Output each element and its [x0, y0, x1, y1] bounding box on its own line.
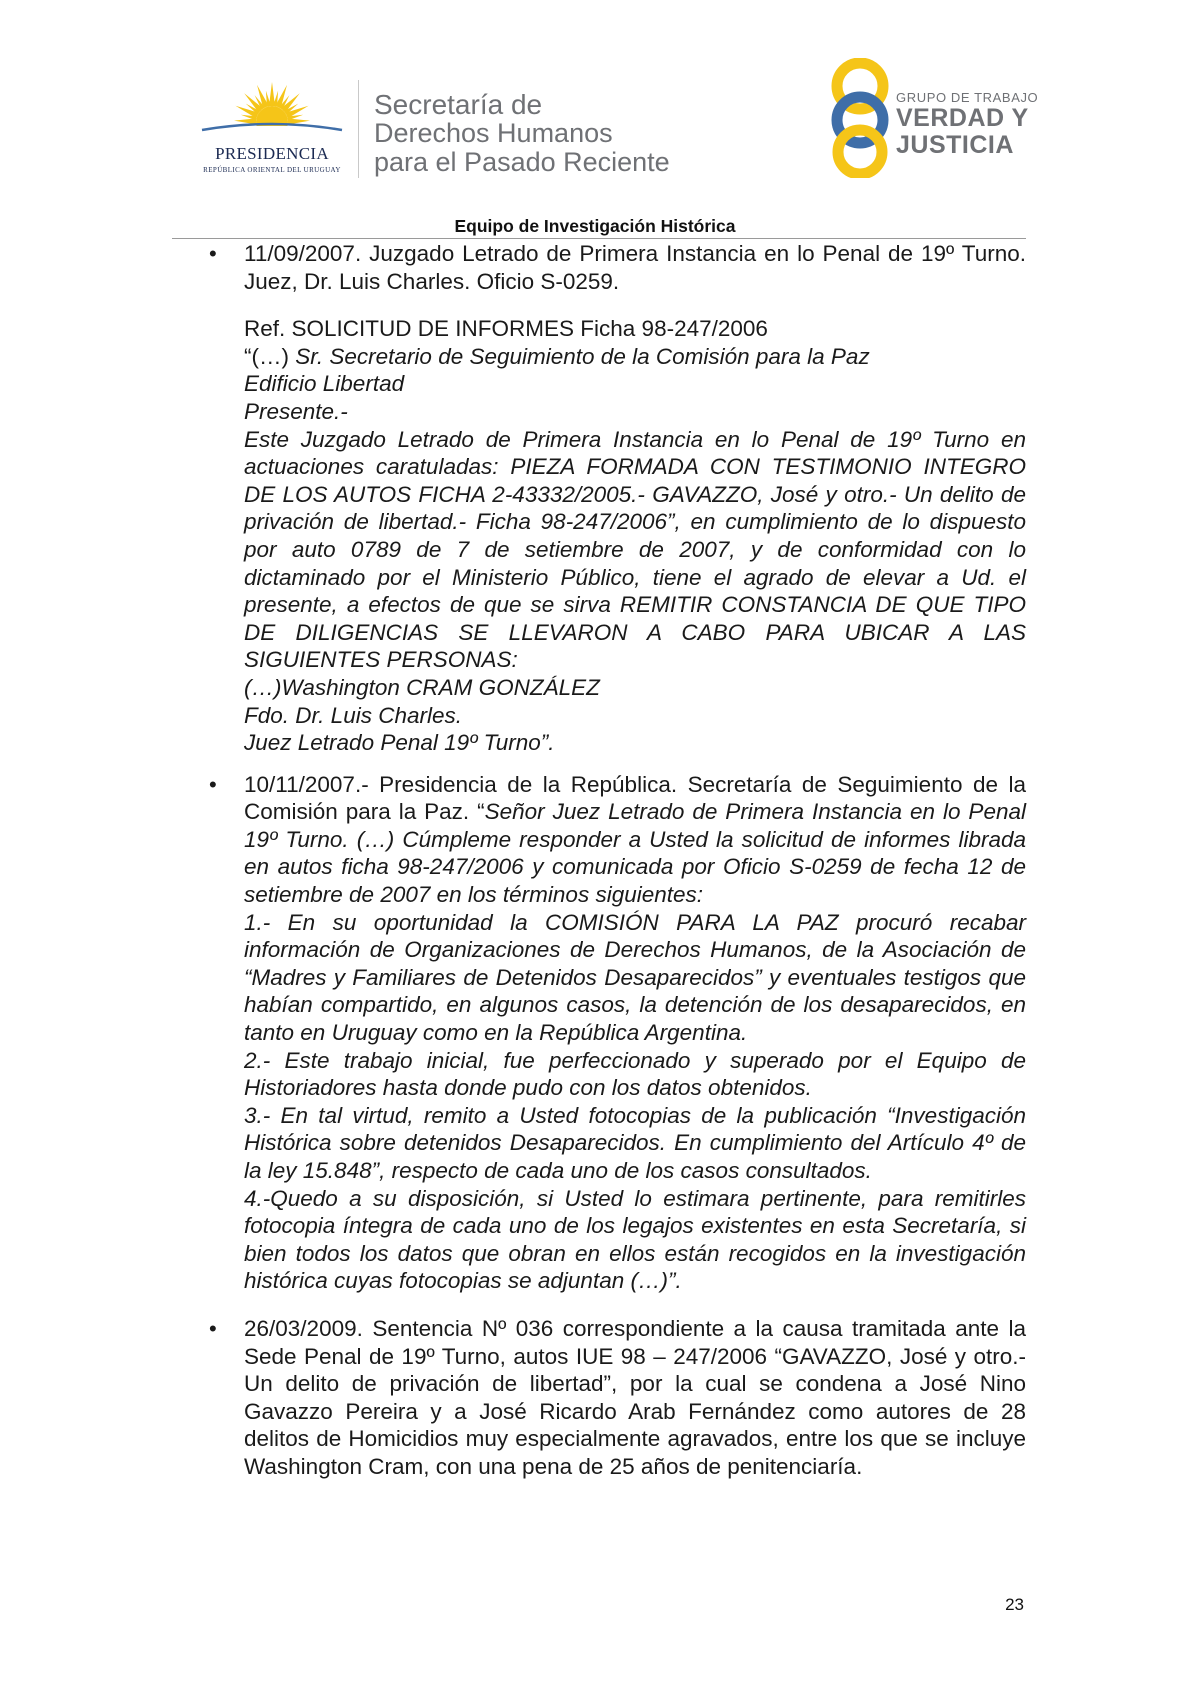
page-number: 23 [1005, 1595, 1024, 1614]
spacer [206, 757, 1026, 771]
list-item [206, 1315, 1026, 1481]
item-intro: 11/09/2007. Juzgado Letrado de Primera Instancia en lo Penal de 19º Turno. Juez, Dr. Luis Charles. Oficio S-0259. [244, 241, 1026, 294]
quote-signer-title: Juez Letrado Penal 19º Turno”. [244, 730, 555, 756]
quote-building: Edificio Libertad [244, 371, 405, 397]
quote-point-1: 1.- En su oportunidad la COMISIÓN PARA LA PAZ procuró recabar información de Organizaciones de Derechos Humanos, de la Asociación de “Madres y Familiares de Detenidos Desaparecidos” y eventuales testigos que habían compartido, en algunos casos, la detención de los desaparecidos, en tanto en Uruguay como en la República Argentina. [244, 909, 1026, 1046]
gtvj-line-1: VERDAD Y [896, 104, 1029, 132]
item-intro-text: 10/11/2007.- Presidencia de la República. Secretaría de Seguimiento de la Comisión para la Paz. “ [244, 771, 1026, 825]
secretaria-line-1: Secretaría de [374, 89, 543, 120]
quote-presente: Presente.- [244, 398, 348, 424]
republica-wordmark: REPÚBLICA ORIENTAL DEL URUGUAY [203, 166, 341, 174]
logo-divider [358, 80, 359, 178]
verdad-justicia-rings-icon [820, 58, 900, 178]
quote-point-4: 4.-Quedo a su disposición, si Usted lo estimara pertinente, para remitirles fotocopia íntegra de cada uno de los legajos existentes en esta Secretaría, si bien todos los datos que obran en ellos están recogidos en la investigación histórica cuyas fotocopias se adjuntan (…)”. [244, 1185, 1026, 1294]
spacer [206, 1295, 1026, 1315]
bullet-icon: • [209, 1315, 217, 1341]
quote-point-3: 3.- En tal virtud, remito a Usted fotocopias de la publicación “Investigación Histórica sobre detenidos Desaparecidos. En cumplimiento del Artículo 4º de la ley 15.848”, respecto de cada uno de los casos consultados. [244, 1102, 1026, 1183]
document-body [206, 240, 1026, 1481]
secretaria-line-2: Derechos Humanos [374, 118, 613, 148]
item-intro [244, 771, 1026, 909]
quote-addressee: Sr. Secretario de Seguimiento de la Comisión para la Paz [295, 343, 870, 369]
spacer [244, 295, 1026, 315]
bullet-icon: • [209, 771, 217, 797]
secretaria-line-3: para el Pasado Reciente [374, 147, 670, 177]
quote-person: (…)Washington CRAM GONZÁLEZ [244, 674, 600, 700]
secretaria-wordmark [374, 90, 670, 177]
item-quote-text: Señor Juez Letrado de Primera Instancia en lo Penal 19º Turno. (…) Cúmpleme responder a Usted la solicitud de informes librada en autos ficha 98-247/2006 y comunicada por Oficio S-0259 de fecha 12 de setiembre de 2007 en los términos siguientes: [244, 799, 1026, 908]
quote-salutation [244, 343, 1026, 371]
list-item [206, 240, 1026, 757]
sun-icon [196, 78, 348, 148]
item-intro: 26/03/2009. Sentencia Nº 036 correspondiente a la causa tramitada ante la Sede Penal de 19º Turno, autos IUE 98 – 247/2006 “GAVAZZO, José y otro.- Un delito de privación de libertad”, por la cual se condena a José Nino Gavazzo Pereira y a José Ricardo Arab Fernández como autores de 28 delitos de Homicidios muy especialmente agravados, entre los que se incluye Washington Cram, con una pena de 25 años de penitenciaría. [244, 1315, 1026, 1479]
quote-body: Este Juzgado Letrado de Primera Instancia en lo Penal de 19º Turno en actuaciones caratuladas: PIEZA FORMADA CON TESTIMONIO INTEGRO DE LOS AUTOS FICHA 2-43332/2005.- GAVAZZO, José y otro.- Un delito de privación de libertad.- Ficha 98-247/2006”, en cumplimiento de lo dispuesto por auto 0789 de 7 de setiembre de 2007, y de conformidad con lo dictaminado por el Ministerio Público, tiene el agrado de elevar a Ud. el presente, a efectos de que se sirva REMITIR CONSTANCIA DE QUE TIPO DE DILIGENCIAS SE LLEVARON A CABO PARA UBICAR A LAS SIGUIENTES PERSONAS: [244, 426, 1026, 673]
presidencia-wordmark: PRESIDENCIA [215, 144, 329, 163]
quote-signature: Fdo. Dr. Luis Charles. [244, 702, 462, 728]
quote-open: “(…) [244, 343, 296, 369]
verdad-justicia-wordmark [896, 90, 1038, 159]
page-header [0, 0, 1190, 236]
header-rule [172, 238, 1026, 239]
presidencia-logo [196, 78, 356, 178]
bullet-icon: • [209, 241, 217, 266]
gtvj-small-line: GRUPO DE TRABAJO [896, 90, 1039, 105]
gtvj-line-2: JUSTICIA [896, 131, 1014, 159]
section-title: Equipo de Investigación Histórica [454, 216, 736, 236]
item-ref: Ref. SOLICITUD DE INFORMES Ficha 98-247/2006 [244, 316, 768, 342]
quote-point-2: 2.- Este trabajo inicial, fue perfeccionado y superado por el Equipo de Historiadores hasta donde pudo con los datos obtenidos. [244, 1047, 1026, 1101]
list-item [206, 771, 1026, 1295]
